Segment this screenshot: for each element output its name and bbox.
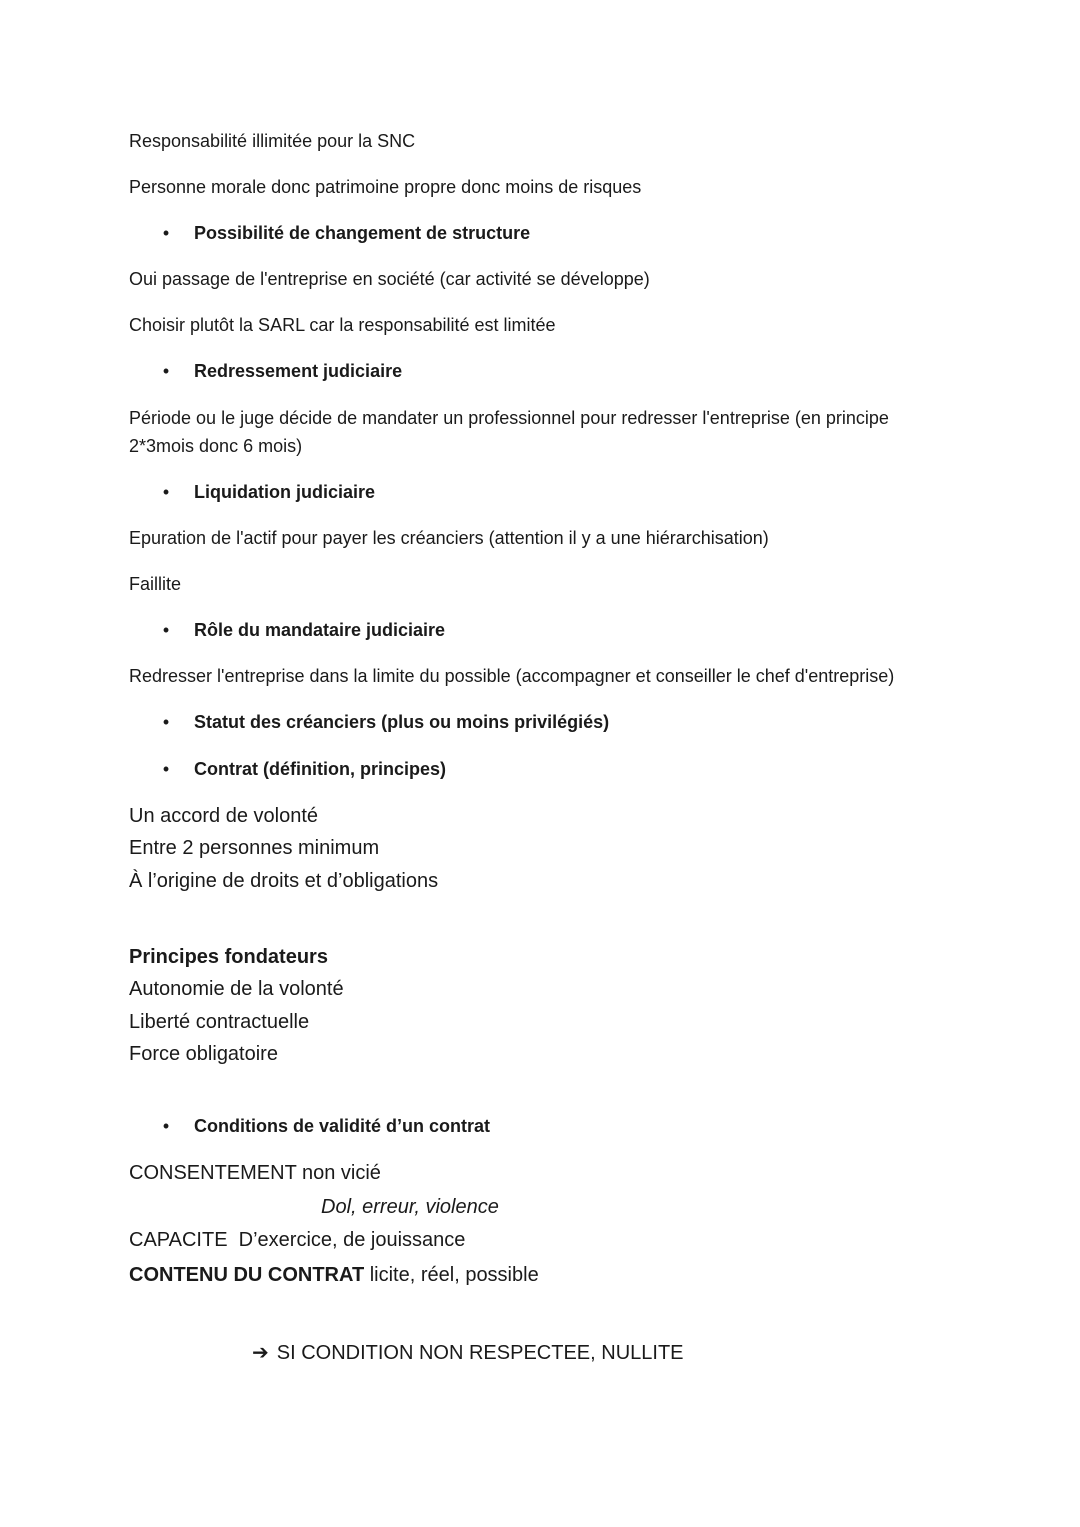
conclusion-text: SI CONDITION NON RESPECTEE, NULLITE xyxy=(276,1342,684,1364)
text-line: Faillite xyxy=(129,574,182,594)
text-line: À l’origine de droits et d’obligations xyxy=(129,870,439,892)
conclusion-line xyxy=(252,1339,684,1367)
bullet-icon: • xyxy=(162,223,170,243)
text-line: Redresser l'entreprise dans la limite du possible (accompagner et conseiller le chef d'entreprise) xyxy=(129,666,895,686)
text-line xyxy=(129,1261,539,1289)
bullet-icon: • xyxy=(162,1116,170,1136)
text-line: CONSENTEMENT non vicié xyxy=(129,1162,381,1184)
text-line: Entre 2 personnes minimum xyxy=(129,837,380,859)
text-line: Epuration de l'actif pour payer les créanciers (attention il y a une hiérarchisation) xyxy=(129,528,769,548)
text-line: Un accord de volonté xyxy=(129,805,319,827)
bold-label: CONTENU DU CONTRAT xyxy=(129,1264,365,1286)
bullet-heading: Liquidation judiciaire xyxy=(194,482,376,502)
text-fragment: licite, réel, possible xyxy=(364,1264,539,1286)
bullet-heading: Redressement judiciaire xyxy=(194,361,403,381)
text-line: Personne morale donc patrimoine propre donc moins de risques xyxy=(129,177,642,197)
text-line: Autonomie de la volonté xyxy=(129,978,344,1000)
text-line: Oui passage de l'entreprise en société (car activité se développe) xyxy=(129,269,650,289)
text-line: Période ou le juge décide de mandater un professionnel pour redresser l'entreprise (en principe xyxy=(129,408,889,428)
text-line: 2*3mois donc 6 mois) xyxy=(129,436,303,456)
text-line: Force obligatoire xyxy=(129,1043,278,1065)
bullet-icon: • xyxy=(162,620,170,640)
bullet-heading: Statut des créanciers (plus ou moins privilégiés) xyxy=(194,712,610,732)
bullet-heading: Possibilité de changement de structure xyxy=(194,223,531,243)
text-line: Liberté contractuelle xyxy=(129,1011,310,1033)
text-line-italic: Dol, erreur, violence xyxy=(321,1196,499,1218)
text-line: CAPACITE D’exercice, de jouissance xyxy=(129,1229,466,1251)
bullet-heading: Contrat (définition, principes) xyxy=(194,759,446,779)
section-heading: Principes fondateurs xyxy=(129,946,328,968)
bullet-icon: • xyxy=(162,759,170,779)
bullet-icon: • xyxy=(162,482,170,502)
text-line: Responsabilité illimitée pour la SNC xyxy=(129,131,416,151)
bullet-icon: • xyxy=(162,712,170,732)
bullet-heading: Conditions de validité d’un contrat xyxy=(194,1116,491,1136)
text-line: Choisir plutôt la SARL car la responsabilité est limitée xyxy=(129,315,556,335)
bullet-icon: • xyxy=(162,361,170,381)
bullet-heading: Rôle du mandataire judiciaire xyxy=(194,620,446,640)
arrow-right-icon: ➔ xyxy=(252,1342,269,1364)
